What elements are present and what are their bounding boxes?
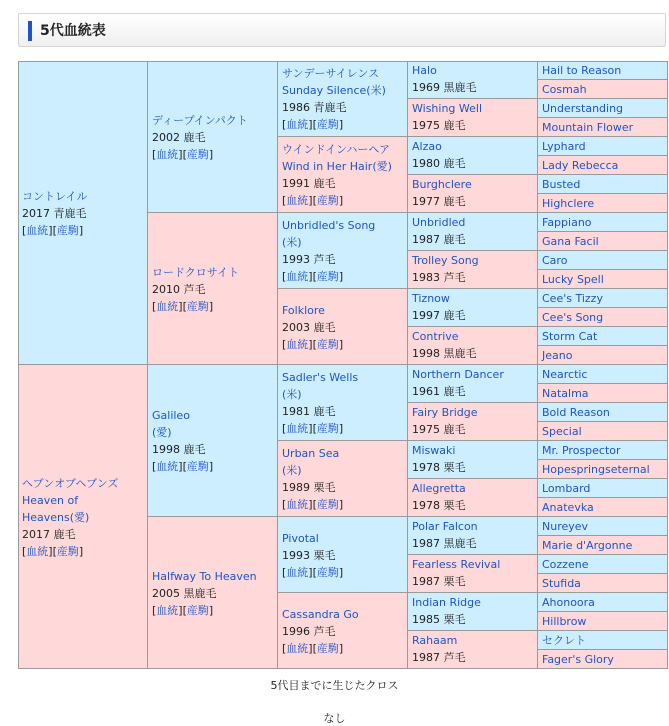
gen5-cell	[538, 156, 668, 175]
horse-name[interactable]: Indian Ridge	[412, 596, 481, 609]
crosses-title: 5代目までに生じたクロス	[270, 679, 399, 692]
horse-name[interactable]: Allegretta	[412, 482, 466, 495]
horse-entry	[412, 328, 535, 362]
gen5-cell	[538, 460, 668, 479]
horse-links: [血統][産駒]	[282, 338, 344, 351]
gen4-cell	[408, 365, 538, 403]
gen5-cell	[538, 61, 668, 80]
horse-name[interactable]: Gana Facil	[542, 234, 599, 248]
horse-info: 1987 芦毛	[412, 651, 466, 664]
horse-entry	[412, 556, 535, 590]
horse-links: [血統][産駒]	[152, 604, 214, 617]
horse-name[interactable]: Wishing Well	[412, 102, 483, 115]
gen3-cell	[278, 213, 408, 289]
horse-name[interactable]: Galileo	[152, 409, 190, 422]
horse-name[interactable]: Unbridled	[412, 216, 466, 229]
gen5-cell	[538, 555, 668, 574]
horse-info: 2002 鹿毛	[152, 131, 206, 144]
horse-name[interactable]: Urban Sea	[282, 447, 340, 460]
gen5-cell	[538, 270, 668, 289]
pedigree-link[interactable]: 血統	[26, 545, 49, 558]
progeny-link[interactable]: 産駒	[316, 498, 339, 511]
pedigree-link[interactable]: 血統	[156, 460, 179, 473]
horse-links: [血統][産駒]	[152, 148, 214, 161]
gen5-cell	[538, 137, 668, 156]
horse-info: 1986 青鹿毛	[282, 101, 347, 114]
horse-entry	[282, 606, 405, 657]
horse-name[interactable]: Storm Cat	[542, 329, 598, 343]
horse-entry	[282, 217, 405, 285]
horse-info: 1985 栗毛	[412, 613, 466, 626]
horse-name[interactable]: Lyphard	[542, 139, 586, 153]
gen5-cell	[538, 118, 668, 137]
gen5-cell	[538, 232, 668, 251]
progeny-link[interactable]: 産駒	[316, 642, 339, 655]
horse-name[interactable]: Fearless Revival	[412, 558, 501, 571]
horse-name[interactable]: Pivotal	[282, 532, 319, 545]
horse-links: [血統][産駒]	[22, 545, 84, 558]
horse-info: 2017 鹿毛	[22, 528, 76, 541]
pedigree-link[interactable]: 血統	[156, 148, 179, 161]
pedigree-link[interactable]: 血統	[286, 338, 309, 351]
horse-name[interactable]: Contrive	[412, 330, 459, 343]
gen5-cell	[538, 384, 668, 403]
horse-info: 2017 青鹿毛	[22, 207, 87, 220]
horse-entry	[412, 62, 535, 96]
gen5-cell	[538, 422, 668, 441]
horse-entry	[152, 112, 275, 163]
gen2-cell	[148, 365, 278, 517]
gen4-cell	[408, 251, 538, 289]
gen3-cell	[278, 137, 408, 213]
gen1-cell	[18, 61, 148, 365]
horse-entry	[22, 188, 145, 239]
gen4-cell	[408, 137, 538, 175]
horse-name[interactable]: Tiznow	[412, 292, 450, 305]
horse-name[interactable]: Lombard	[542, 481, 591, 495]
horse-info: 1969 黒鹿毛	[412, 81, 477, 94]
horse-info: 2005 黒鹿毛	[152, 587, 217, 600]
horse-entry	[22, 475, 145, 560]
progeny-link[interactable]: 産駒	[56, 224, 79, 237]
horse-info: 1975 鹿毛	[412, 119, 466, 132]
horse-name[interactable]: Sunday Silence(米)	[282, 84, 386, 97]
gen4-cell	[408, 555, 538, 593]
progeny-link[interactable]: 産駒	[186, 148, 209, 161]
gen4-cell	[408, 213, 538, 251]
gen2-cell	[148, 213, 278, 365]
progeny-link[interactable]: 産駒	[56, 545, 79, 558]
horse-info: 1961 鹿毛	[412, 385, 466, 398]
horse-name[interactable]: Unbridled's Song	[282, 219, 376, 232]
horse-name[interactable]: (米)	[282, 464, 302, 477]
gen5-cell	[538, 574, 668, 593]
gen5-cell	[538, 327, 668, 346]
gen4-cell	[408, 479, 538, 517]
pedigree-link[interactable]: 血統	[286, 498, 309, 511]
horse-name[interactable]: Folklore	[282, 304, 325, 317]
gen5-cell	[538, 308, 668, 327]
horse-info: 2010 芦毛	[152, 283, 206, 296]
horse-links: [血統][産駒]	[282, 270, 344, 283]
pedigree-link[interactable]: 血統	[286, 642, 309, 655]
pedigree-link[interactable]: 血統	[286, 194, 309, 207]
horse-name[interactable]: Rahaam	[412, 634, 458, 647]
horse-name[interactable]: Special	[542, 424, 582, 438]
horse-info: 1987 鹿毛	[412, 233, 466, 246]
horse-entry	[412, 480, 535, 514]
pedigree-link[interactable]: 血統	[156, 300, 179, 313]
gen4-cell	[408, 441, 538, 479]
horse-name[interactable]: Nearctic	[542, 367, 588, 381]
horse-info: 1983 芦毛	[412, 271, 466, 284]
horse-name[interactable]: Trolley Song	[412, 254, 479, 267]
gen5-cell	[538, 289, 668, 308]
horse-entry	[282, 65, 405, 133]
gen5-cell	[538, 80, 668, 99]
horse-entry	[412, 366, 535, 400]
pedigree-link[interactable]: 血統	[286, 566, 309, 579]
horse-name[interactable]: Busted	[542, 177, 581, 191]
horse-links: [血統][産駒]	[22, 224, 84, 237]
gen5-cell	[538, 593, 668, 612]
gen4-cell	[408, 289, 538, 327]
horse-name[interactable]: (米)	[282, 388, 302, 401]
gen4-cell	[408, 99, 538, 137]
horse-entry	[412, 632, 535, 666]
gen3-cell	[278, 289, 408, 365]
gen4-cell	[408, 403, 538, 441]
horse-name[interactable]: Anatevka	[542, 500, 594, 514]
horse-entry	[412, 404, 535, 438]
horse-links: [血統][産駒]	[282, 194, 344, 207]
progeny-link[interactable]: 産駒	[186, 604, 209, 617]
gen5-cell	[538, 365, 668, 384]
horse-name[interactable]: Bold Reason	[542, 405, 610, 419]
horse-info: 1993 芦毛	[282, 253, 336, 266]
horse-name[interactable]: Hail to Reason	[542, 63, 622, 77]
gen4-cell	[408, 631, 538, 669]
gen5-cell	[538, 403, 668, 422]
horse-name[interactable]: Nureyev	[542, 519, 589, 533]
horse-links: [血統][産駒]	[282, 498, 344, 511]
horse-info: 1981 鹿毛	[282, 405, 336, 418]
horse-entry	[282, 445, 405, 513]
horse-entry	[412, 214, 535, 248]
pedigree-link[interactable]: 血統	[286, 270, 309, 283]
horse-info: 1996 芦毛	[282, 625, 336, 638]
horse-info: 1978 栗毛	[412, 499, 466, 512]
gen5-cell	[538, 99, 668, 118]
progeny-link[interactable]: 産駒	[316, 338, 339, 351]
horse-links: [血統][産駒]	[152, 460, 214, 473]
horse-name[interactable]: Natalma	[542, 386, 589, 400]
horse-info: 1998 黒鹿毛	[412, 347, 477, 360]
horse-name[interactable]: Stufida	[542, 576, 581, 590]
horse-name[interactable]: Cozzene	[542, 557, 589, 571]
gen5-cell	[538, 650, 668, 669]
horse-info: 1997 鹿毛	[412, 309, 466, 322]
horse-info: 1987 栗毛	[412, 575, 466, 588]
horse-name[interactable]: Mr. Prospector	[542, 443, 621, 457]
horse-entry	[282, 369, 405, 437]
gen5-cell	[538, 175, 668, 194]
horse-info: 1987 黒鹿毛	[412, 537, 477, 550]
horse-name[interactable]: Polar Falcon	[412, 520, 478, 533]
horse-name[interactable]: Cosmah	[542, 82, 587, 96]
gen3-cell	[278, 593, 408, 669]
horse-info: 1989 栗毛	[282, 481, 336, 494]
gen3-cell	[278, 517, 408, 593]
gen2-cell	[148, 517, 278, 669]
progeny-link[interactable]: 産駒	[316, 566, 339, 579]
gen5-cell	[538, 631, 668, 650]
horse-info: 1975 鹿毛	[412, 423, 466, 436]
progeny-link[interactable]: 産駒	[316, 422, 339, 435]
gen2-cell	[148, 61, 278, 213]
horse-name[interactable]: サンデーサイレンス	[282, 67, 380, 80]
gen5-cell	[538, 517, 668, 536]
gen4-cell	[408, 61, 538, 99]
horse-name[interactable]: Heaven of	[22, 494, 79, 507]
horse-entry	[152, 568, 275, 619]
gen5-cell	[538, 346, 668, 365]
horse-entry	[282, 141, 405, 209]
gen5-cell	[538, 612, 668, 631]
horse-entry	[282, 302, 405, 353]
horse-name[interactable]: Lady Rebecca	[542, 158, 619, 172]
horse-name[interactable]: Wind in Her Hair(愛)	[282, 160, 392, 173]
pedigree-link[interactable]: 血統	[156, 604, 179, 617]
horse-entry	[412, 594, 535, 628]
horse-name[interactable]: Mountain Flower	[542, 120, 634, 134]
horse-info: 1980 鹿毛	[412, 157, 466, 170]
pedigree-link[interactable]: 血統	[286, 422, 309, 435]
gen4-cell	[408, 175, 538, 213]
gen5-cell	[538, 441, 668, 460]
gen5-cell	[538, 479, 668, 498]
gen4-cell	[408, 517, 538, 555]
horse-info: 2003 鹿毛	[282, 321, 336, 334]
horse-name[interactable]: (米)	[282, 236, 302, 249]
progeny-link[interactable]: 産駒	[316, 270, 339, 283]
horse-entry	[412, 138, 535, 172]
horse-name[interactable]: Heavens(愛)	[22, 511, 90, 524]
section-header	[18, 13, 666, 47]
horse-name[interactable]: ロードクロサイト	[152, 266, 240, 279]
horse-name[interactable]: Fappiano	[542, 215, 592, 229]
horse-name[interactable]: Miswaki	[412, 444, 456, 457]
horse-name[interactable]: ウインドインハーヘア	[282, 143, 391, 156]
horse-links: [血統][産駒]	[282, 642, 344, 655]
horse-name[interactable]: Northern Dancer	[412, 368, 504, 381]
horse-links: [血統][産駒]	[152, 300, 214, 313]
horse-name[interactable]: ヘブンオブヘブンズ	[22, 477, 119, 490]
horse-name[interactable]: Ahonoora	[542, 595, 595, 609]
horse-name[interactable]: Cassandra Go	[282, 608, 359, 621]
horse-entry	[412, 518, 535, 552]
progeny-link[interactable]: 産駒	[186, 300, 209, 313]
horse-name[interactable]: ディープインパクト	[152, 114, 248, 127]
crosses-value: なし	[323, 712, 346, 725]
horse-info: 1977 鹿毛	[412, 195, 466, 208]
gen4-cell	[408, 593, 538, 631]
horse-info: 1978 栗毛	[412, 461, 466, 474]
horse-entry	[282, 530, 405, 581]
horse-name[interactable]: Caro	[542, 253, 568, 267]
horse-info: 1998 鹿毛	[152, 443, 206, 456]
horse-name[interactable]: Jeano	[542, 348, 573, 362]
horse-entry	[412, 442, 535, 476]
horse-name[interactable]: Halo	[412, 64, 437, 77]
horse-links: [血統][産駒]	[282, 422, 344, 435]
pedigree-link[interactable]: 血統	[286, 118, 309, 131]
gen3-cell	[278, 61, 408, 137]
horse-name[interactable]: Lucky Spell	[542, 272, 604, 286]
progeny-link[interactable]: 産駒	[316, 118, 339, 131]
gen5-cell	[538, 213, 668, 232]
horse-info: 1993 栗毛	[282, 549, 336, 562]
horse-name[interactable]: Halfway To Heaven	[152, 570, 257, 583]
horse-name[interactable]: Burghclere	[412, 178, 472, 191]
horse-name[interactable]: Hopespringseternal	[542, 462, 650, 476]
horse-name[interactable]: Cee's Tizzy	[542, 291, 603, 305]
horse-name[interactable]: セクレト	[542, 633, 586, 647]
gen3-cell	[278, 365, 408, 441]
horse-links: [血統][産駒]	[282, 118, 344, 131]
horse-name[interactable]: Alzao	[412, 140, 442, 153]
pedigree-table	[18, 61, 668, 669]
horse-name[interactable]: Hillbrow	[542, 614, 587, 628]
horse-entry	[152, 264, 275, 315]
horse-name[interactable]: Highclere	[542, 196, 595, 210]
gen5-cell	[538, 194, 668, 213]
gen4-cell	[408, 327, 538, 365]
progeny-link[interactable]: 産駒	[316, 194, 339, 207]
horse-name[interactable]: Fager's Glory	[542, 652, 614, 666]
horse-name[interactable]: Understanding	[542, 101, 624, 115]
horse-name[interactable]: Marie d'Argonne	[542, 538, 633, 552]
horse-name[interactable]: (愛)	[152, 426, 172, 439]
progeny-link[interactable]: 産駒	[186, 460, 209, 473]
horse-entry	[412, 100, 535, 134]
pedigree-link[interactable]: 血統	[26, 224, 49, 237]
gen5-cell	[538, 251, 668, 270]
horse-info: 1991 鹿毛	[282, 177, 336, 190]
header-accent-bar	[28, 21, 32, 41]
horse-entry	[152, 407, 275, 475]
page-title: 5代血統表	[40, 23, 106, 39]
horse-name[interactable]: Sadler's Wells	[282, 371, 359, 384]
gen1-cell	[18, 365, 148, 669]
gen5-cell	[538, 536, 668, 555]
horse-name[interactable]: Cee's Song	[542, 310, 604, 324]
horse-entry	[412, 252, 535, 286]
horse-entry	[412, 290, 535, 324]
gen3-cell	[278, 441, 408, 517]
horse-name[interactable]: コントレイル	[22, 190, 88, 203]
horse-links: [血統][産駒]	[282, 566, 344, 579]
horse-entry	[412, 176, 535, 210]
horse-name[interactable]: Fairy Bridge	[412, 406, 478, 419]
gen5-cell	[538, 498, 668, 517]
